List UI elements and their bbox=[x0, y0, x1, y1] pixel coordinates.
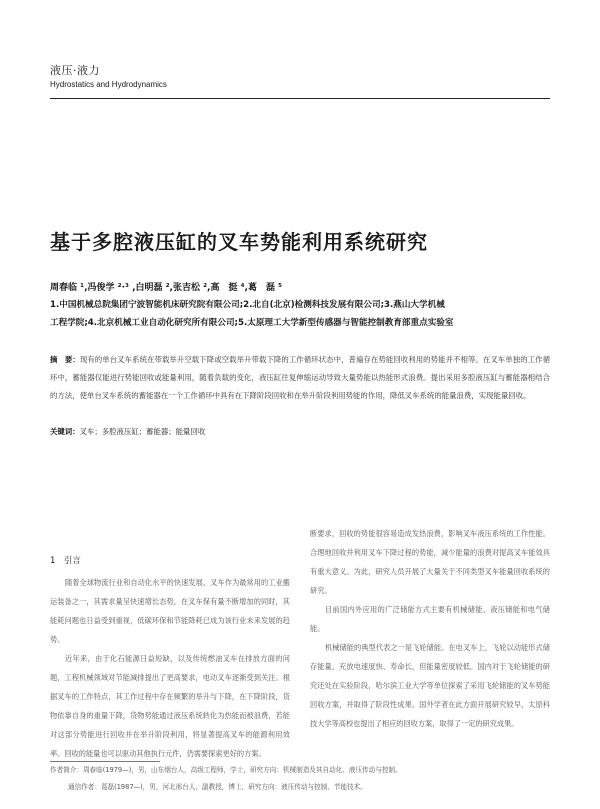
paper-title: 基于多腔液压缸的叉车势能利用系统研究 bbox=[50, 230, 428, 254]
keywords bbox=[50, 426, 205, 437]
header-rule bbox=[50, 98, 550, 99]
abstract-label: 摘 要： bbox=[50, 355, 80, 364]
abstract bbox=[50, 351, 550, 405]
keywords-label: 关键词： bbox=[50, 427, 80, 436]
body-paragraph: 近年来，由于化石能源日益短缺，以及传统燃油叉车在排放方面的问题，工程机械领域对节能减排提出了更高要求，电动叉车逐渐受到关注。根据叉车的工作特点，其工作过程中存在频繁的举升与下降，在下降阶段，货物依靠自身的重量下降，货物势能通过液压系统转化为热能而被浪费，若能对这部分势能进行回收并在举升阶段利用，将显著提高叉车的能源利用效率。回收的能量也可以驱动其他执行元件，仍需要探索更好的方案。 bbox=[50, 654, 290, 758]
body-paragraph: 目前国内外应用的广泛储能方式主要有机械储能、液压储能和电气储能。 bbox=[310, 605, 550, 633]
footnote-author-bio: 作者简介：周春临(1979—)，男，山东烟台人，高级工程师，学士，研究方向：机械制造及其自动化、液压传动与控制。 bbox=[50, 766, 402, 774]
body-column-left bbox=[50, 573, 290, 763]
body-column-right bbox=[310, 524, 550, 733]
body-paragraph: 断要求，回收的势能很容易造成发热浪费，影响叉车液压系统的工作性能。合理地回收并利用叉车下降过程的势能，减少能量的浪费对提高叉车能效具有重大意义。为此，研究人员开展了大量关于不同类型叉车能量回收系统的研究。 bbox=[310, 529, 550, 595]
abstract-text: 现有的单台叉车系统在带载举升空载下降或空载举升带载下降的工作循环状态中，普遍存在势能回收利用的势能并不相等。在叉车单独的工作循环中，蓄能器仅能进行势能回收或能量利用，随着负载的变化，液压缸往复伸缩运动导致大量势能以热能形式浪费。提出采用多腔液压缸与蓄能器相结合的方法，使单台叉车系统的蓄能器在一个工作循环中具有在下降阶段回收和在举升阶段利用势能的作用，降低叉车系统的能量浪费，实现能量回收。 bbox=[50, 355, 550, 400]
section-label-en: Hydrostatics and Hydrodynamics bbox=[50, 80, 167, 89]
body-paragraph: 机械储能的典型代表之一是飞轮储能。在电叉车上，飞轮以动能形式储存能量，充放电速度快、寿命长，但能量密度较低。国内对于飞轮储能的研究还处在实验阶段，哈尔滨工业大学等单位探索了采用飞轮储能的叉车势能回收方案，并取得了阶段性成果。国外学者在此方面开展研究较早，太原科技大学等高校也提出了相应的回收方案，取得了一定的研究成果。 bbox=[310, 643, 550, 728]
author-list: 周春临 ¹,冯俊学 ²·³ ,白明磊 ²,张吉松 ²,高 挺 ⁴,葛 磊 ⁵ bbox=[50, 283, 283, 293]
affiliation-line: 工程学院;4.北京机械工业自动化研究所有限公司;5.太原理工大学新型传感器与智能控制教育部重点实验室 bbox=[50, 318, 454, 328]
footnote-corresponding: 通信作者：葛磊(1987—)，男，河北邢台人，副教授，博士，研究方向：液压传动与控制、节能技术。 bbox=[68, 783, 367, 791]
section-label-cn: 液压·液力 bbox=[50, 64, 100, 77]
section-heading-intro: 1 引言 bbox=[50, 556, 81, 566]
affiliation-line: 1.中国机械总院集团宁波智能机床研究院有限公司;2.北自(北京)检测科技发展有限公司;3.燕山大学机械 bbox=[50, 300, 445, 310]
keywords-text: 叉车；多腔液压缸；蓄能器；能量回收 bbox=[79, 427, 206, 436]
footnote-rule bbox=[50, 761, 160, 762]
body-paragraph: 随着全球物流行业和自动化水平的快速发展，叉车作为最常用的工业搬运装备之一，其需求量呈快速增长态势，在叉车保有量不断增加的同时，其能耗问题也日益受到重视，低碳环保和节能降耗已成为该行业未来发展的趋势。 bbox=[50, 578, 290, 644]
affiliations bbox=[50, 296, 550, 332]
